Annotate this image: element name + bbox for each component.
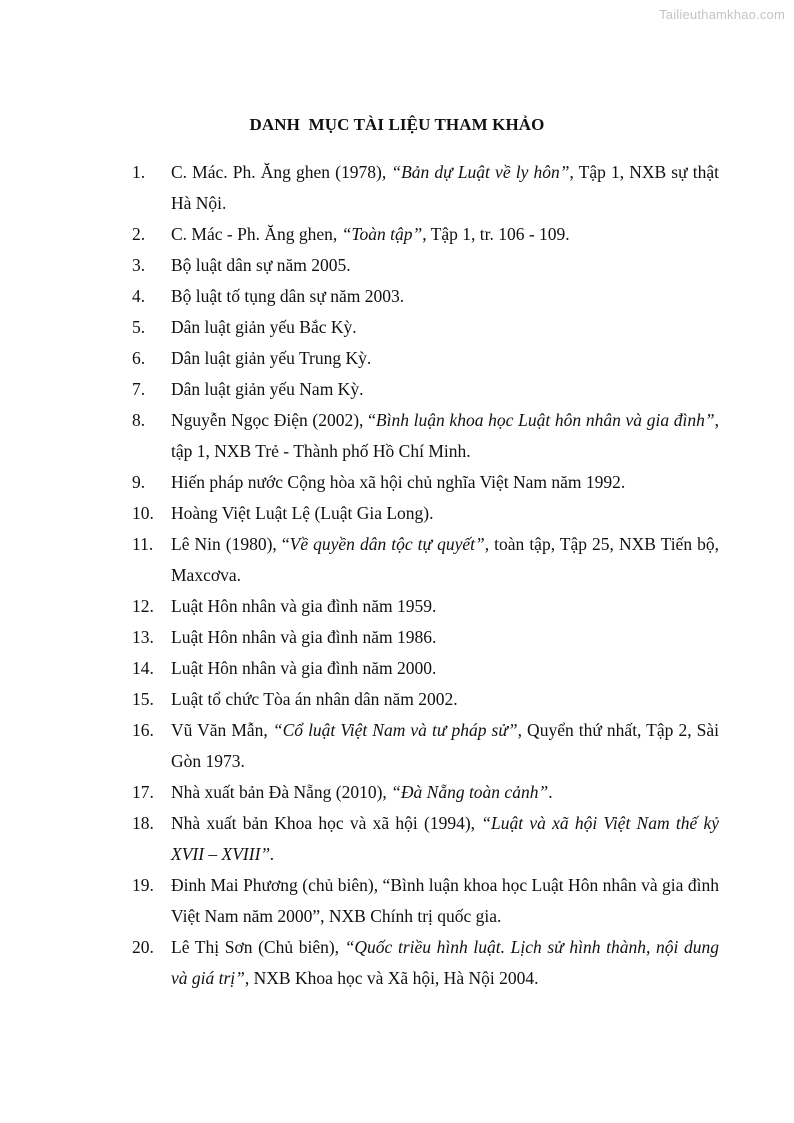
reference-item	[132, 715, 719, 777]
reference-number: 1.	[132, 162, 146, 182]
reference-text-segment: , tập 1, NXB Trẻ - Thành phố Hồ Chí Minh.	[171, 410, 719, 461]
reference-text-segment: C. Mác - Ph. Ăng ghen,	[171, 224, 342, 244]
reference-title-italic: “Đà Nẵng toàn cảnh”	[391, 782, 549, 802]
reference-text	[171, 157, 719, 219]
reference-number: 10.	[132, 503, 154, 523]
reference-text	[171, 870, 719, 932]
reference-list	[132, 157, 719, 994]
reference-text	[171, 312, 719, 343]
reference-number: 16.	[132, 720, 154, 740]
reference-text-segment: Dân luật giản yếu Nam Kỳ.	[171, 379, 364, 399]
reference-item	[132, 622, 719, 653]
reference-item	[132, 777, 719, 808]
reference-text-segment: Luật Hôn nhân và gia đình năm 1959.	[171, 596, 437, 616]
reference-text	[171, 622, 719, 653]
page-title: DANH MỤC TÀI LIỆU THAM KHẢO	[249, 115, 545, 134]
reference-number: 17.	[132, 782, 154, 802]
reference-text	[171, 374, 719, 405]
reference-number: 20.	[132, 937, 154, 957]
reference-text-segment: Lê Nin (1980), “	[171, 534, 290, 554]
reference-number: 14.	[132, 658, 154, 678]
reference-text-segment: Nhà xuất bản Đà Nẵng (2010),	[171, 782, 392, 802]
reference-text	[171, 715, 719, 777]
reference-text-segment: C. Mác. Ph. Ăng ghen (1978),	[171, 162, 392, 182]
reference-number: 4.	[132, 286, 146, 306]
reference-text-segment: , NXB Khoa học và Xã hội, Hà Nội 2004.	[244, 968, 539, 988]
reference-item	[132, 684, 719, 715]
reference-number: 6.	[132, 348, 146, 368]
reference-title-italic: “Bản dự Luật về ly hôn”	[391, 162, 570, 182]
reference-item	[132, 870, 719, 932]
reference-text	[171, 219, 719, 250]
reference-text	[171, 529, 719, 591]
reference-item	[132, 529, 719, 591]
reference-text	[171, 281, 719, 312]
reference-text	[171, 684, 719, 715]
reference-number: 9.	[132, 472, 146, 492]
reference-title-italic: “Cổ luật Việt Nam và tư pháp sử”	[272, 720, 518, 740]
reference-number: 18.	[132, 813, 154, 833]
reference-number: 12.	[132, 596, 154, 616]
reference-text-segment: Luật tổ chức Tòa án nhân dân năm 2002.	[171, 689, 458, 709]
reference-item	[132, 219, 719, 250]
reference-item	[132, 467, 719, 498]
reference-item	[132, 808, 719, 870]
reference-number: 11.	[132, 534, 154, 554]
reference-title-italic: Bình luận khoa học Luật hôn nhân và gia đình”	[375, 410, 715, 430]
reference-item	[132, 591, 719, 622]
reference-item	[132, 281, 719, 312]
reference-number: 7.	[132, 379, 146, 399]
reference-title-italic: “Luật và xã hội Việt Nam thế kỷ XVII – XVIII”.	[171, 813, 719, 864]
reference-number: 13.	[132, 627, 154, 647]
reference-item	[132, 343, 719, 374]
reference-number: 8.	[132, 410, 146, 430]
reference-text-segment: Bộ luật dân sự năm 2005.	[171, 255, 351, 275]
reference-text-segment: Dân luật giản yếu Bắc Kỳ.	[171, 317, 357, 337]
reference-text	[171, 932, 719, 994]
reference-text-segment: Hiến pháp nước Cộng hòa xã hội chủ nghĩa Việt Nam năm 1992.	[171, 472, 626, 492]
reference-text-segment: Nhà xuất bản Khoa học và xã hội (1994),	[171, 813, 482, 833]
reference-text-segment: , Tập 1, tr. 106 - 109.	[422, 224, 570, 244]
reference-text-segment: Đinh Mai Phương (chủ biên), “Bình luận khoa học Luật Hôn nhân và gia đình Việt Nam năm 2000”, NXB Chính trị quốc gia.	[171, 875, 719, 926]
reference-text-segment: , Quyển thứ nhất, Tập 2, Sài Gòn 1973.	[171, 720, 719, 771]
reference-text	[171, 591, 719, 622]
reference-text-segment: Hoàng Việt Luật Lệ (Luật Gia Long).	[171, 503, 434, 523]
reference-item	[132, 250, 719, 281]
reference-title-italic: “Toàn tập”	[341, 224, 423, 244]
reference-item	[132, 405, 719, 467]
reference-item	[132, 312, 719, 343]
reference-text	[171, 250, 719, 281]
reference-text	[171, 498, 719, 529]
reference-text-segment: Nguyễn Ngọc Điện (2002), “	[171, 410, 376, 430]
reference-number: 2.	[132, 224, 146, 244]
reference-item	[132, 498, 719, 529]
reference-text-segment: Dân luật giản yếu Trung Kỳ.	[171, 348, 372, 368]
reference-text-segment: Lê Thị Sơn (Chủ biên),	[171, 937, 345, 957]
watermark: Tailieuthamkhao.com	[659, 7, 785, 22]
reference-text-segment: Vũ Văn Mẫn,	[171, 720, 273, 740]
reference-item	[132, 932, 719, 994]
reference-number: 3.	[132, 255, 146, 275]
reference-item	[132, 374, 719, 405]
reference-number: 19.	[132, 875, 154, 895]
reference-text	[171, 343, 719, 374]
reference-text	[171, 653, 719, 684]
reference-item	[132, 157, 719, 219]
reference-text-segment: .	[548, 782, 553, 802]
reference-text-segment: , Tập 1, NXB sự thật Hà Nội.	[171, 162, 719, 213]
reference-item	[132, 653, 719, 684]
reference-number: 5.	[132, 317, 146, 337]
reference-text-segment: Bộ luật tố tụng dân sự năm 2003.	[171, 286, 405, 306]
reference-title-italic: “Quốc triều hình luật. Lịch sử hình thành, nội dung và giá trị”	[171, 937, 719, 988]
reference-text-segment: Luật Hôn nhân và gia đình năm 2000.	[171, 658, 437, 678]
reference-title-italic: Về quyền dân tộc tự quyết”,	[289, 534, 490, 554]
reference-text	[171, 405, 719, 467]
reference-number: 15.	[132, 689, 154, 709]
reference-text-segment: toàn tập, Tập 25, NXB Tiến bộ, Maxcơva.	[171, 534, 719, 585]
reference-text-segment: Luật Hôn nhân và gia đình năm 1986.	[171, 627, 437, 647]
reference-text	[171, 467, 719, 498]
reference-text	[171, 777, 719, 808]
reference-text	[171, 808, 719, 870]
